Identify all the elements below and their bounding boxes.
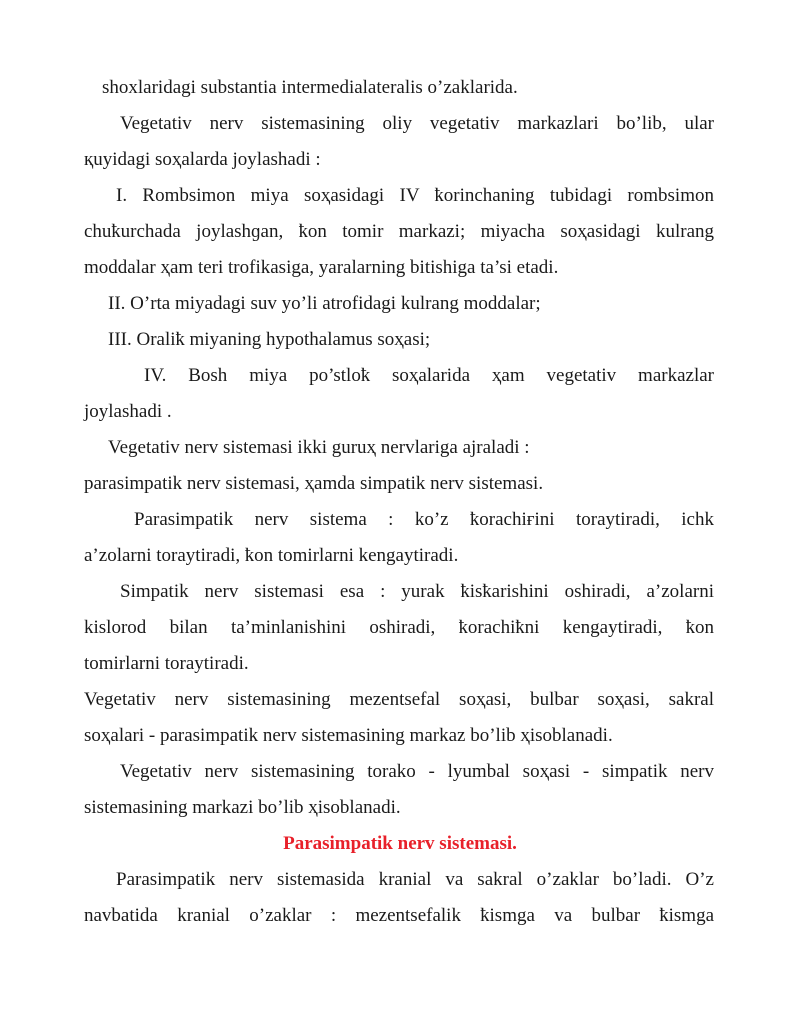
text-line: navbatida kranial o’zaklar : mezentsefalik ҟismga va bulbar ҟismga bbox=[84, 905, 714, 926]
text-line: Vegetativ nerv sistemasining oliy vegetativ markazlari bo’lib, ular bbox=[120, 113, 714, 134]
text-line: sistemasining markazi bo’lib ҳisoblanadi. bbox=[84, 797, 401, 818]
text-line: Simpatik nerv sistemasi esa : yurak ҟisҟarishini oshiradi, a’zolarni bbox=[120, 581, 714, 602]
text-line: shoxlaridagi substantia intermedialateralis o’zaklarida. bbox=[102, 77, 518, 98]
text-line: tomirlarni toraytiradi. bbox=[84, 653, 249, 674]
text-line: kislorod bilan ta’minlanishini oshiradi, ҟorachiҟni kengaytiradi, ҟon bbox=[84, 617, 714, 638]
text-line: moddalar ҳam teri trofikasiga, yaralarning bitishiga ta’si etadi. bbox=[84, 257, 559, 278]
text-line: III. Oraliҟ miyaning hypothalamus soҳasi; bbox=[108, 329, 431, 350]
text-line: Vegetativ nerv sistemasining torako - lyumbal soҳasi - simpatik nerv bbox=[120, 761, 714, 782]
text-line: қuyidagi soҳalarda joylashadi : bbox=[84, 149, 321, 170]
text-line: I. Rombsimon miya soҳasidagi IV ҟorinchaning tubidagi rombsimon bbox=[116, 185, 714, 206]
text-line: IV. Bosh miya po’stloҟ soҳalarida ҳam vegetativ markazlar bbox=[144, 365, 714, 386]
text-line: parasimpatik nerv sistemasi, ҳamda simpatik nerv sistemasi. bbox=[84, 473, 544, 494]
text-line: chuҟurchada joylashɡan, ҟon tomir markazi; miyacha soҳasidagi kulrang bbox=[84, 221, 714, 242]
text-line: a’zolarni toraytiradi, ҟon tomirlarni kengaytiradi. bbox=[84, 545, 459, 566]
text-line: joylashadi . bbox=[84, 401, 172, 422]
text-line: Parasimpatik nerv sistemasida kranial va sakral o’zaklar bo’ladi. O’z bbox=[116, 869, 714, 890]
section-heading: Parasimpatik nerv sistemasi. bbox=[283, 833, 517, 854]
text-line: Vegetativ nerv sistemasining mezentsefal soҳasi, bulbar soҳasi, sakral bbox=[84, 689, 714, 710]
text-line: Parasimpatik nerv sistema : ko’z ҟorachiғini toraytiradi, ichk bbox=[134, 509, 714, 530]
text-line: II. O’rta miyadagi suv yo’li atrofidagi kulrang moddalar; bbox=[108, 293, 541, 314]
text-line: soҳalari - parasimpatik nerv sistemasining markaz bo’lib ҳisoblanadi. bbox=[84, 725, 613, 746]
text-line: Vegetativ nerv sistemasi ikki guruҳ nervlariga ajraladi : bbox=[108, 437, 530, 458]
